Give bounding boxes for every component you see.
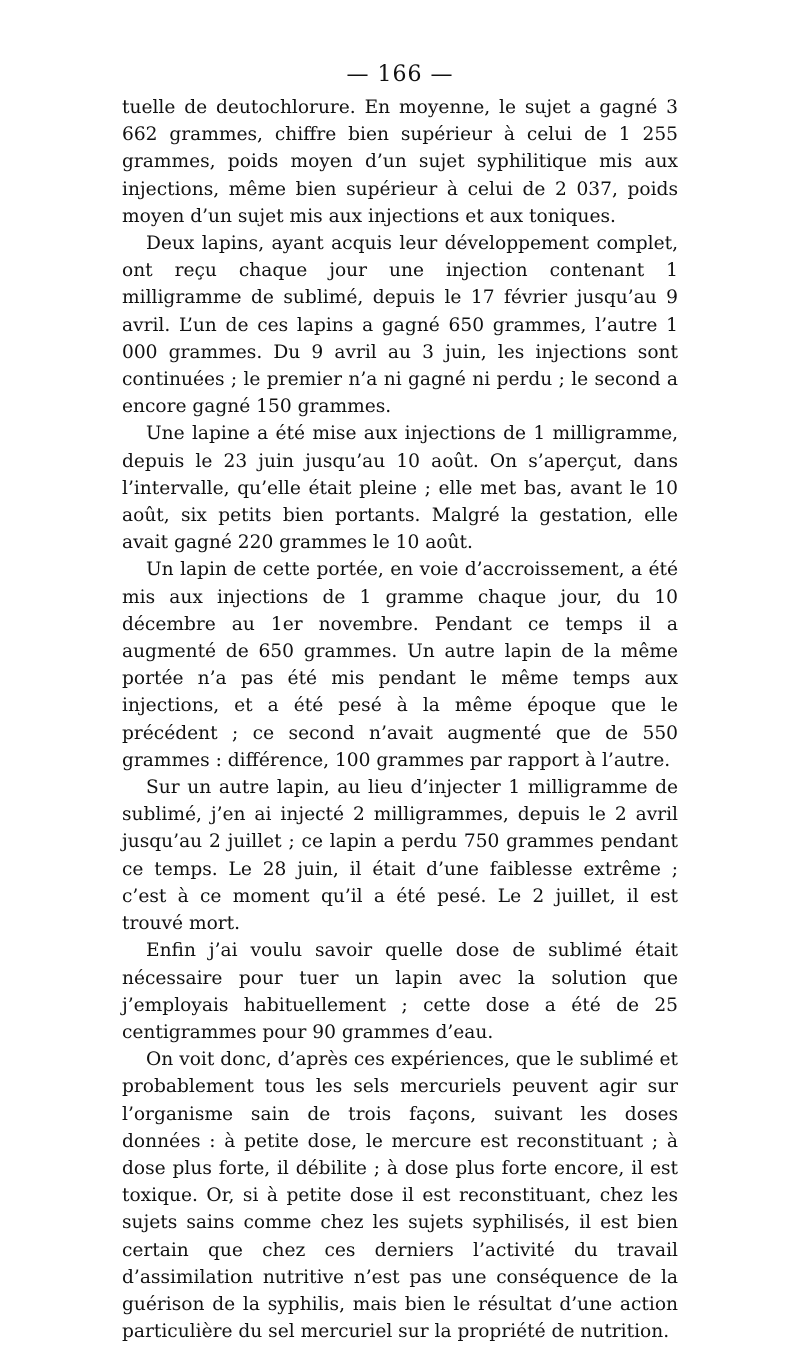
page-number: — 166 — [346,62,454,87]
paragraph-continuation: tuelle de deutochlorure. En moyenne, le sujet a gagné 3 662 grammes, chiffre bien supérieur à celui de 1 255 grammes, poids moyen d’un sujet syphilitique mis aux injections, même bien supérieur à celui de 2 037, poids moyen d’un sujet mis aux injections et aux toniques. [122,97,678,227]
paragraph-two-milligrams: Sur un autre lapin, au lieu d’injecter 1 milligramme de sublimé, j’en ai injecté 2 milligrammes, depuis le 2 avril jusqu’au 2 juillet ; ce lapin a perdu 750 grammes pendant ce temps. Le 28 juin, il était d’une faiblesse extrême ; c’est à ce moment qu’il a été pesé. Le 2 juillet, il est trouvé mort. [122,777,678,935]
body-text [122,94,678,1345]
paragraph-lethal-dose: Enfin j’ai voulu savoir quelle dose de sublimé était nécessaire pour tuer un lapin avec la solution que j’employais habituellement ; cette dose a été de 25 centigrammes pour 90 grammes d’eau. [122,940,678,1043]
paragraph-conclusion: On voit donc, d’après ces expériences, que le sublimé et probablement tous les sels mercuriels peuvent agir sur l’organisme sain de trois façons, suivant les doses données : à petite dose, le mercure est reconstituant ; à dose plus forte, il débilite ; à dose plus forte encore, il est toxique. Or, si à petite dose il est reconstituant, chez les sujets sains comme chez les sujets syphilisés, il est bien certain que chez ces derniers l’activité du travail d’assimilation nutritive n’est pas une conséquence de la guérison de la syphilis, mais bien le résultat d’une action particulière du sel mercuriel sur la propriété de nutrition. [122,1049,678,1343]
paragraph-doe: Une lapine a été mise aux injections de 1 milligramme, depuis le 23 juin jusqu’au 10 août. On s’aperçut, dans l’intervalle, qu’elle était pleine ; elle met bas, avant le 10 août, six petits bien portants. Malgré la gestation, elle avait gagné 220 grammes le 10 août. [122,423,678,554]
paragraph-litter-rabbit: Un lapin de cette portée, en voie d’accroissement, a été mis aux injections de 1 gramme chaque jour, du 10 décembre au 1er novembre. Pendant ce temps il a augmenté de 650 grammes. Un autre lapin de la même portée n’a pas été mis pendant le même temps aux injections, et a été pesé à la même époque que le précédent ; ce second n’avait augmenté que de 550 grammes : différence, 100 grammes par rapport à l’autre. [122,559,678,771]
paragraph-two-rabbits: Deux lapins, ayant acquis leur développement complet, ont reçu chaque jour une injection contenant 1 milligramme de sublimé, depuis le 17 février jusqu’au 9 avril. L’un de ces lapins a gagné 650 grammes, l’autre 1 000 grammes. Du 9 avril au 3 juin, les injections sont continuées ; le premier n’a ni gagné ni perdu ; le second a encore gagné 150 grammes. [122,233,678,418]
